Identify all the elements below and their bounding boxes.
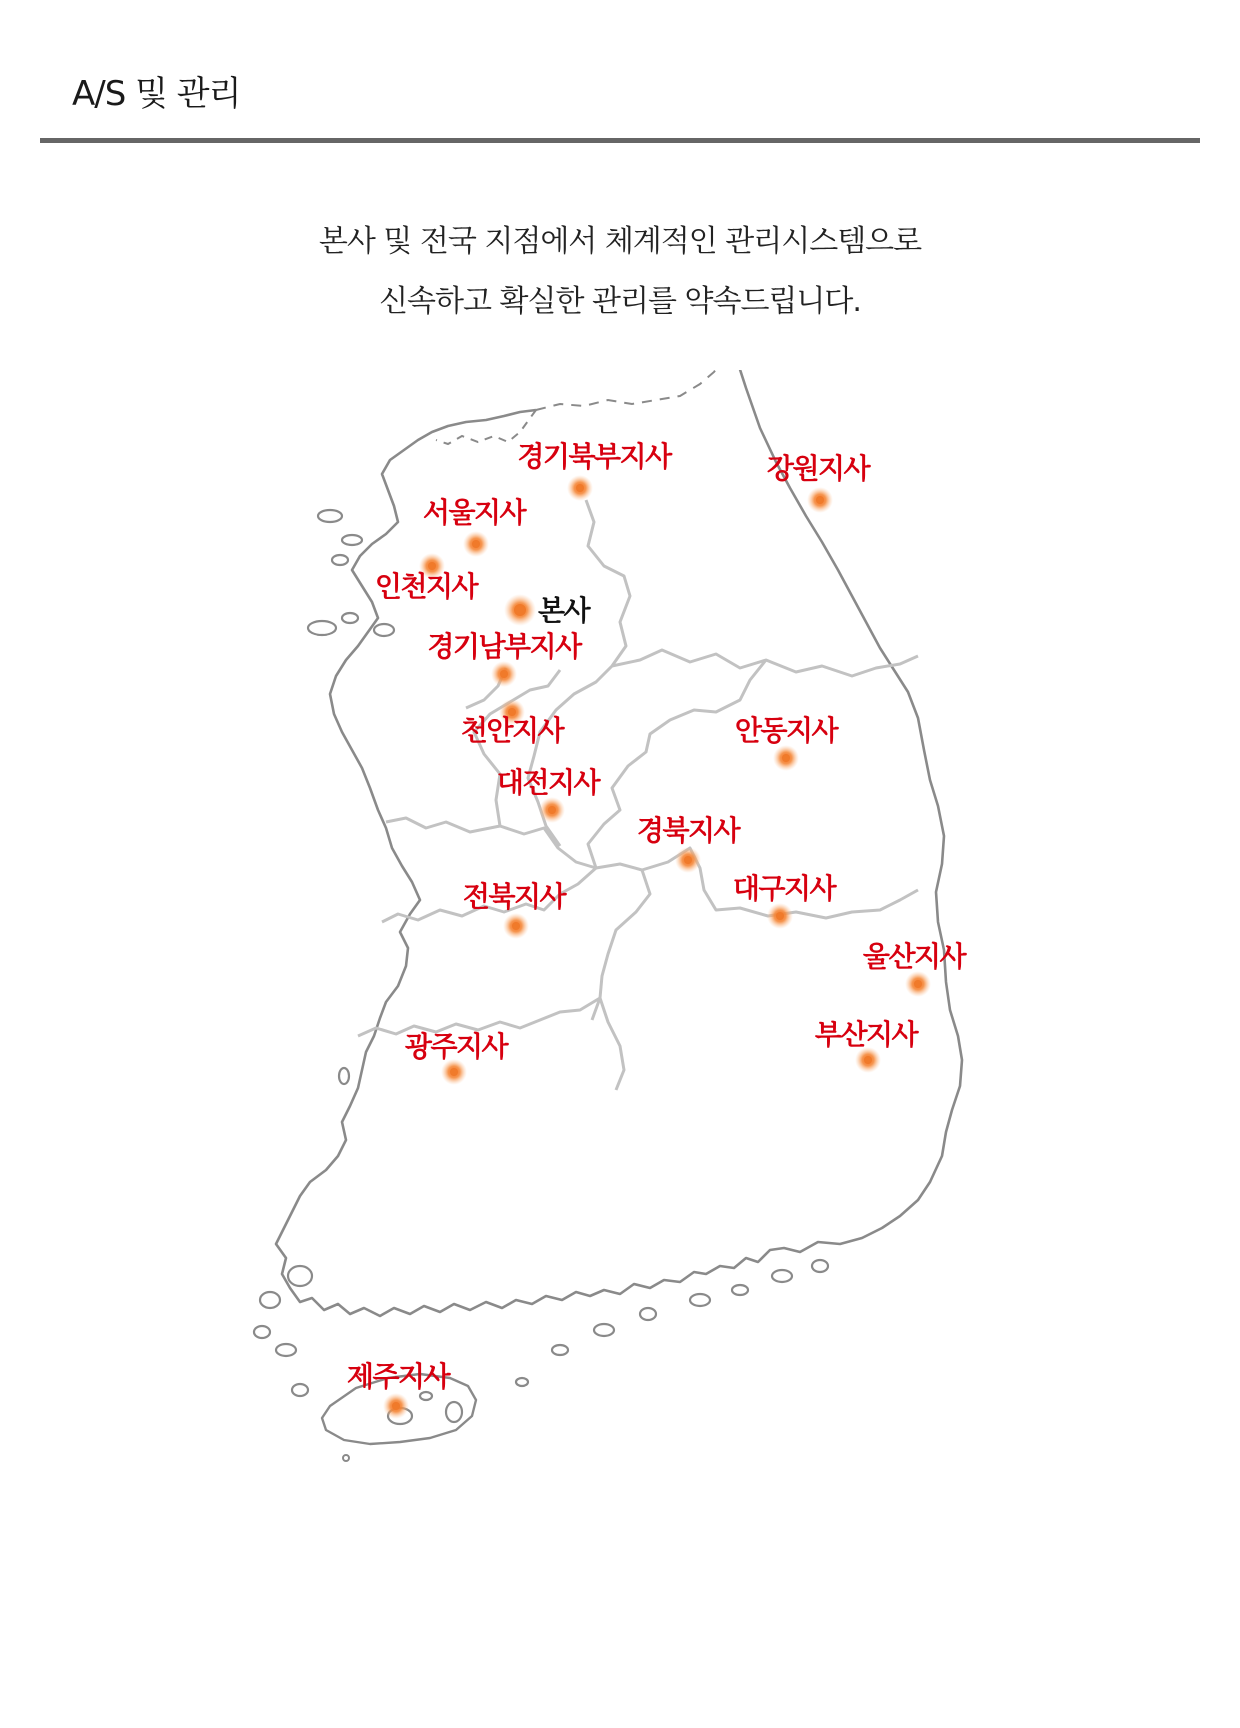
branch-markers [347, 440, 968, 1419]
intro-line-2: 신속하고 확실한 관리를 약속드립니다. [379, 284, 861, 319]
small-island-marker [343, 1455, 349, 1461]
branch-marker-core-ulsan [914, 980, 922, 988]
intro-line-1: 본사 및 전국 지점에서 체계적인 관리시스템으로 [318, 224, 922, 259]
branch-marker-core-gyeongbuk [684, 856, 692, 864]
branch-marker-core-incheon [428, 562, 436, 570]
dmz-dashed-line [536, 370, 733, 410]
title-divider [40, 138, 1200, 143]
branch-marker-core-gwangju [450, 1068, 458, 1076]
branch-marker-core-jeonbuk [512, 922, 520, 930]
intro-text [0, 212, 1240, 332]
northwest-dashed-line [436, 410, 536, 444]
branch-marker-core-gangwon [816, 496, 824, 504]
branch-label-incheon: 인천지사 [374, 570, 478, 603]
korea-branch-map [0, 370, 1240, 1620]
branch-label-gangwon: 강원지사 [766, 452, 870, 485]
branch-marker-core-andong [782, 754, 790, 762]
branch-label-gyeonggi-north: 경기북부지사 [517, 440, 671, 473]
page-header [0, 0, 1240, 160]
branch-marker-core-jeju [392, 1402, 400, 1410]
branch-label-gyeonggi-south: 경기남부지사 [427, 630, 581, 663]
branch-label-gyeongbuk: 경북지사 [636, 814, 740, 847]
map-canvas [0, 370, 1240, 1620]
branch-label-hq: 본사 [538, 594, 590, 627]
page-title: A/S 및 관리 [72, 74, 241, 114]
branch-marker-core-daejeon [548, 806, 556, 814]
branch-marker-core-busan [864, 1056, 872, 1064]
branch-marker-core-daegu [776, 912, 784, 920]
branch-marker-core-gyeonggi-north [576, 484, 584, 492]
branch-label-daejeon: 대전지사 [496, 766, 600, 799]
branch-marker-core-seoul [472, 540, 480, 548]
branch-label-jeju: 제주지사 [346, 1360, 450, 1393]
branch-label-jeonbuk: 전북지사 [462, 880, 566, 913]
mainland-outline [276, 370, 962, 1316]
branch-label-cheonan: 천안지사 [460, 714, 564, 747]
branch-label-gwangju: 광주지사 [404, 1030, 508, 1063]
branch-label-daegu: 대구지사 [732, 872, 836, 905]
branch-label-busan: 부산지사 [814, 1018, 918, 1051]
branch-marker-core-hq [514, 604, 526, 616]
branch-label-seoul: 서울지사 [422, 496, 526, 529]
branch-label-ulsan: 울산지사 [862, 940, 966, 973]
branch-marker-core-gyeonggi-south [500, 670, 508, 678]
branch-label-andong: 안동지사 [734, 714, 838, 747]
